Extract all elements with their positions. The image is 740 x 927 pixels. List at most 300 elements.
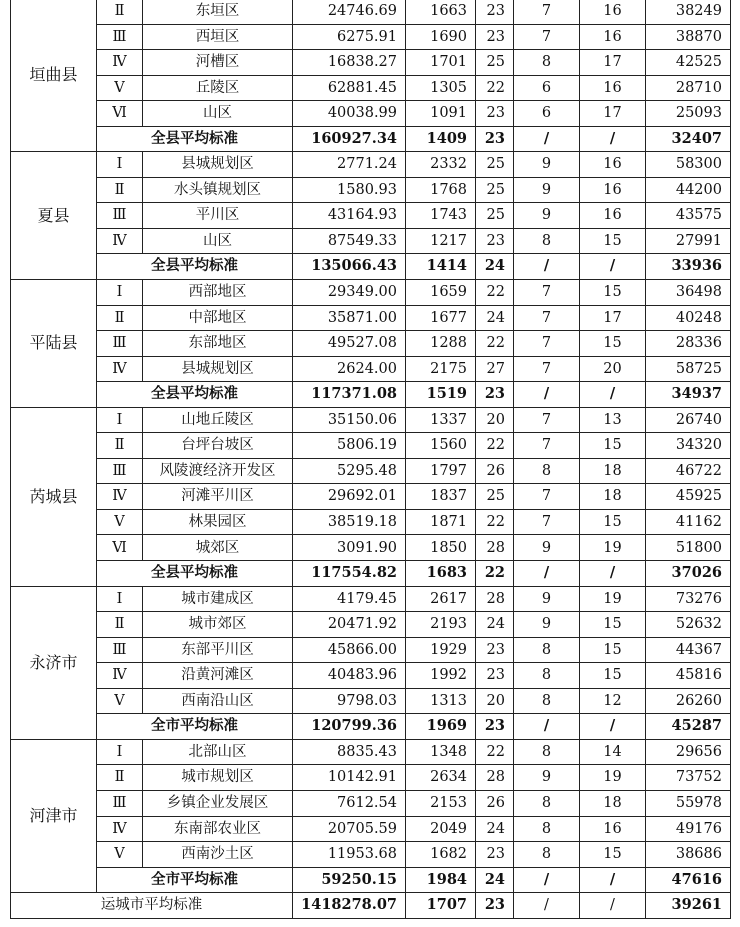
county-name-cell: 夏县 xyxy=(11,152,97,280)
standard-cell: 49176 xyxy=(646,816,731,842)
standard-cell: 26740 xyxy=(646,407,731,433)
area-cell: 35150.06 xyxy=(293,407,406,433)
multiplier-cell: 28 xyxy=(476,586,514,612)
compensation-multiple-cell: / xyxy=(514,893,580,919)
output-value-cell: 1305 xyxy=(406,75,476,101)
zone-name-cell: 中部地区 xyxy=(143,305,293,331)
output-value-cell: 1837 xyxy=(406,484,476,510)
multiplier-cell: 24 xyxy=(476,305,514,331)
table-row xyxy=(11,509,731,535)
grade-cell: Ⅲ xyxy=(97,637,143,663)
zone-name-cell: 河槽区 xyxy=(143,50,293,76)
standard-cell: 73752 xyxy=(646,765,731,791)
output-value-cell: 1707 xyxy=(406,893,476,919)
area-cell: 2624.00 xyxy=(293,356,406,382)
average-row xyxy=(11,382,731,408)
output-value-cell: 1871 xyxy=(406,509,476,535)
table-row xyxy=(11,75,731,101)
standard-cell: 38249 xyxy=(646,0,731,24)
standard-cell: 39261 xyxy=(646,893,731,919)
table-row xyxy=(11,280,731,306)
subsidy-multiple-cell: 16 xyxy=(580,0,646,24)
compensation-multiple-cell: 8 xyxy=(514,637,580,663)
output-value-cell: 1677 xyxy=(406,305,476,331)
grade-cell: Ⅰ xyxy=(97,152,143,178)
area-cell: 5806.19 xyxy=(293,433,406,459)
multiplier-cell: 23 xyxy=(476,126,514,152)
subsidy-multiple-cell: 16 xyxy=(580,152,646,178)
compensation-multiple-cell: 9 xyxy=(514,612,580,638)
table-row xyxy=(11,637,731,663)
area-cell: 29349.00 xyxy=(293,280,406,306)
grade-cell: Ⅲ xyxy=(97,331,143,357)
grade-cell: Ⅱ xyxy=(97,765,143,791)
zone-name-cell: 城郊区 xyxy=(143,535,293,561)
standard-cell: 46722 xyxy=(646,458,731,484)
table-row xyxy=(11,356,731,382)
standard-cell: 44200 xyxy=(646,177,731,203)
compensation-multiple-cell: 7 xyxy=(514,407,580,433)
multiplier-cell: 24 xyxy=(476,867,514,893)
standard-cell: 58725 xyxy=(646,356,731,382)
subsidy-multiple-cell: 12 xyxy=(580,688,646,714)
zone-name-cell: 河滩平川区 xyxy=(143,484,293,510)
grand-total-row xyxy=(11,893,731,919)
multiplier-cell: 26 xyxy=(476,458,514,484)
multiplier-cell: 22 xyxy=(476,331,514,357)
subsidy-multiple-cell: 16 xyxy=(580,24,646,50)
grand-total-label-cell: 运城市平均标准 xyxy=(11,893,293,919)
average-row xyxy=(11,126,731,152)
standard-cell: 38870 xyxy=(646,24,731,50)
multiplier-cell: 23 xyxy=(476,893,514,919)
standard-cell: 45925 xyxy=(646,484,731,510)
multiplier-cell: 28 xyxy=(476,535,514,561)
output-value-cell: 1768 xyxy=(406,177,476,203)
grade-cell: Ⅳ xyxy=(97,484,143,510)
subsidy-multiple-cell: 17 xyxy=(580,50,646,76)
zone-name-cell: 城市郊区 xyxy=(143,612,293,638)
standard-cell: 29656 xyxy=(646,739,731,765)
output-value-cell: 1091 xyxy=(406,101,476,127)
output-value-cell: 1659 xyxy=(406,280,476,306)
grade-cell: Ⅴ xyxy=(97,688,143,714)
zone-name-cell: 西南沿山区 xyxy=(143,688,293,714)
multiplier-cell: 23 xyxy=(476,101,514,127)
area-cell: 1580.93 xyxy=(293,177,406,203)
zone-name-cell: 风陵渡经济开发区 xyxy=(143,458,293,484)
compensation-multiple-cell: 7 xyxy=(514,24,580,50)
average-label-cell: 全县平均标准 xyxy=(97,561,293,587)
zone-name-cell: 城市规划区 xyxy=(143,765,293,791)
average-row xyxy=(11,714,731,740)
grade-cell: Ⅰ xyxy=(97,739,143,765)
area-cell: 9798.03 xyxy=(293,688,406,714)
subsidy-multiple-cell: 20 xyxy=(580,356,646,382)
grade-cell: Ⅱ xyxy=(97,305,143,331)
table-row xyxy=(11,152,731,178)
multiplier-cell: 27 xyxy=(476,356,514,382)
compensation-multiple-cell: 8 xyxy=(514,790,580,816)
zone-name-cell: 林果园区 xyxy=(143,509,293,535)
subsidy-multiple-cell: 15 xyxy=(580,280,646,306)
subsidy-multiple-cell: 18 xyxy=(580,484,646,510)
zone-name-cell: 东部平川区 xyxy=(143,637,293,663)
table-row xyxy=(11,535,731,561)
multiplier-cell: 24 xyxy=(476,612,514,638)
table-row xyxy=(11,24,731,50)
multiplier-cell: 26 xyxy=(476,790,514,816)
multiplier-cell: 23 xyxy=(476,637,514,663)
output-value-cell: 1313 xyxy=(406,688,476,714)
compensation-multiple-cell: 7 xyxy=(514,509,580,535)
zone-name-cell: 西部地区 xyxy=(143,280,293,306)
compensation-multiple-cell: / xyxy=(514,714,580,740)
standard-cell: 45287 xyxy=(646,714,731,740)
zone-name-cell: 水头镇规划区 xyxy=(143,177,293,203)
table-body xyxy=(11,0,731,918)
output-value-cell: 2332 xyxy=(406,152,476,178)
compensation-multiple-cell: / xyxy=(514,561,580,587)
compensation-multiple-cell: 8 xyxy=(514,816,580,842)
table-row xyxy=(11,612,731,638)
compensation-multiple-cell: 9 xyxy=(514,203,580,229)
subsidy-multiple-cell: 14 xyxy=(580,739,646,765)
multiplier-cell: 25 xyxy=(476,50,514,76)
output-value-cell: 1969 xyxy=(406,714,476,740)
grade-cell: Ⅵ xyxy=(97,101,143,127)
subsidy-multiple-cell: 16 xyxy=(580,816,646,842)
output-value-cell: 1663 xyxy=(406,0,476,24)
compensation-multiple-cell: 9 xyxy=(514,586,580,612)
zone-name-cell: 山区 xyxy=(143,228,293,254)
subsidy-multiple-cell: 16 xyxy=(580,177,646,203)
zone-name-cell: 台坪台坡区 xyxy=(143,433,293,459)
standard-cell: 32407 xyxy=(646,126,731,152)
subsidy-multiple-cell: 15 xyxy=(580,331,646,357)
compensation-multiple-cell: 7 xyxy=(514,433,580,459)
area-cell: 29692.01 xyxy=(293,484,406,510)
area-cell: 43164.93 xyxy=(293,203,406,229)
compensation-multiple-cell: 7 xyxy=(514,331,580,357)
standard-cell: 25093 xyxy=(646,101,731,127)
table-row xyxy=(11,228,731,254)
grade-cell: Ⅱ xyxy=(97,433,143,459)
area-cell: 45866.00 xyxy=(293,637,406,663)
area-cell: 11953.68 xyxy=(293,842,406,868)
zone-name-cell: 沿黄河滩区 xyxy=(143,663,293,689)
output-value-cell: 1409 xyxy=(406,126,476,152)
average-row xyxy=(11,867,731,893)
table-row xyxy=(11,458,731,484)
table-row xyxy=(11,50,731,76)
grade-cell: Ⅳ xyxy=(97,816,143,842)
output-value-cell: 2153 xyxy=(406,790,476,816)
standard-cell: 28336 xyxy=(646,331,731,357)
output-value-cell: 1560 xyxy=(406,433,476,459)
subsidy-multiple-cell: / xyxy=(580,867,646,893)
output-value-cell: 1414 xyxy=(406,254,476,280)
compensation-multiple-cell: 8 xyxy=(514,228,580,254)
standard-cell: 34937 xyxy=(646,382,731,408)
compensation-multiple-cell: 7 xyxy=(514,280,580,306)
multiplier-cell: 25 xyxy=(476,177,514,203)
table-row xyxy=(11,177,731,203)
zone-name-cell: 县城规划区 xyxy=(143,152,293,178)
output-value-cell: 1288 xyxy=(406,331,476,357)
standard-cell: 45816 xyxy=(646,663,731,689)
grade-cell: Ⅲ xyxy=(97,790,143,816)
compensation-multiple-cell: 9 xyxy=(514,765,580,791)
grade-cell: Ⅴ xyxy=(97,509,143,535)
multiplier-cell: 23 xyxy=(476,0,514,24)
grade-cell: Ⅱ xyxy=(97,612,143,638)
average-label-cell: 全县平均标准 xyxy=(97,382,293,408)
area-cell: 160927.34 xyxy=(293,126,406,152)
average-label-cell: 全县平均标准 xyxy=(97,254,293,280)
zone-name-cell: 城市建成区 xyxy=(143,586,293,612)
output-value-cell: 2617 xyxy=(406,586,476,612)
multiplier-cell: 20 xyxy=(476,407,514,433)
county-name-cell: 永济市 xyxy=(11,586,97,739)
table-row xyxy=(11,816,731,842)
output-value-cell: 1348 xyxy=(406,739,476,765)
compensation-multiple-cell: 6 xyxy=(514,75,580,101)
multiplier-cell: 23 xyxy=(476,663,514,689)
output-value-cell: 1690 xyxy=(406,24,476,50)
multiplier-cell: 22 xyxy=(476,739,514,765)
multiplier-cell: 22 xyxy=(476,561,514,587)
standard-cell: 44367 xyxy=(646,637,731,663)
compensation-multiple-cell: 8 xyxy=(514,739,580,765)
area-cell: 35871.00 xyxy=(293,305,406,331)
standard-cell: 38686 xyxy=(646,842,731,868)
area-cell: 40483.96 xyxy=(293,663,406,689)
subsidy-multiple-cell: 16 xyxy=(580,75,646,101)
compensation-multiple-cell: 7 xyxy=(514,0,580,24)
subsidy-multiple-cell: 15 xyxy=(580,637,646,663)
subsidy-multiple-cell: 15 xyxy=(580,433,646,459)
standard-cell: 41162 xyxy=(646,509,731,535)
average-label-cell: 全县平均标准 xyxy=(97,126,293,152)
standard-cell: 52632 xyxy=(646,612,731,638)
compensation-multiple-cell: 7 xyxy=(514,356,580,382)
multiplier-cell: 23 xyxy=(476,228,514,254)
subsidy-multiple-cell: 19 xyxy=(580,586,646,612)
county-name-cell: 河津市 xyxy=(11,739,97,892)
multiplier-cell: 22 xyxy=(476,280,514,306)
subsidy-multiple-cell: / xyxy=(580,254,646,280)
land-compensation-table xyxy=(10,0,731,919)
subsidy-multiple-cell: 17 xyxy=(580,101,646,127)
standard-cell: 34320 xyxy=(646,433,731,459)
county-name-cell: 芮城县 xyxy=(11,407,97,586)
table-row xyxy=(11,433,731,459)
table-row xyxy=(11,101,731,127)
table-row xyxy=(11,790,731,816)
area-cell: 6275.91 xyxy=(293,24,406,50)
zone-name-cell: 县城规划区 xyxy=(143,356,293,382)
output-value-cell: 1519 xyxy=(406,382,476,408)
grade-cell: Ⅰ xyxy=(97,586,143,612)
table-row xyxy=(11,688,731,714)
compensation-multiple-cell: 8 xyxy=(514,842,580,868)
multiplier-cell: 23 xyxy=(476,382,514,408)
output-value-cell: 1337 xyxy=(406,407,476,433)
table-row xyxy=(11,407,731,433)
compensation-multiple-cell: 8 xyxy=(514,458,580,484)
output-value-cell: 1682 xyxy=(406,842,476,868)
multiplier-cell: 22 xyxy=(476,75,514,101)
standard-cell: 55978 xyxy=(646,790,731,816)
table-row xyxy=(11,484,731,510)
subsidy-multiple-cell: 19 xyxy=(580,765,646,791)
compensation-multiple-cell: 8 xyxy=(514,50,580,76)
compensation-multiple-cell: / xyxy=(514,126,580,152)
grade-cell: Ⅴ xyxy=(97,842,143,868)
area-cell: 1418278.07 xyxy=(293,893,406,919)
average-row xyxy=(11,254,731,280)
subsidy-multiple-cell: / xyxy=(580,382,646,408)
standard-cell: 47616 xyxy=(646,867,731,893)
subsidy-multiple-cell: 17 xyxy=(580,305,646,331)
area-cell: 16838.27 xyxy=(293,50,406,76)
output-value-cell: 1217 xyxy=(406,228,476,254)
table-row xyxy=(11,305,731,331)
zone-name-cell: 北部山区 xyxy=(143,739,293,765)
table-row xyxy=(11,331,731,357)
grade-cell: Ⅰ xyxy=(97,280,143,306)
subsidy-multiple-cell: 19 xyxy=(580,535,646,561)
output-value-cell: 1701 xyxy=(406,50,476,76)
area-cell: 7612.54 xyxy=(293,790,406,816)
multiplier-cell: 25 xyxy=(476,484,514,510)
area-cell: 10142.91 xyxy=(293,765,406,791)
compensation-multiple-cell: / xyxy=(514,867,580,893)
average-label-cell: 全市平均标准 xyxy=(97,867,293,893)
output-value-cell: 1984 xyxy=(406,867,476,893)
grade-cell: Ⅳ xyxy=(97,228,143,254)
average-row xyxy=(11,561,731,587)
area-cell: 49527.08 xyxy=(293,331,406,357)
compensation-multiple-cell: 7 xyxy=(514,484,580,510)
area-cell: 5295.48 xyxy=(293,458,406,484)
table-row xyxy=(11,663,731,689)
standard-cell: 43575 xyxy=(646,203,731,229)
subsidy-multiple-cell: 15 xyxy=(580,612,646,638)
standard-cell: 40248 xyxy=(646,305,731,331)
area-cell: 2771.24 xyxy=(293,152,406,178)
multiplier-cell: 22 xyxy=(476,433,514,459)
area-cell: 20705.59 xyxy=(293,816,406,842)
multiplier-cell: 23 xyxy=(476,842,514,868)
compensation-multiple-cell: 7 xyxy=(514,305,580,331)
subsidy-multiple-cell: 15 xyxy=(580,842,646,868)
output-value-cell: 1743 xyxy=(406,203,476,229)
area-cell: 87549.33 xyxy=(293,228,406,254)
table-row xyxy=(11,0,731,24)
subsidy-multiple-cell: 18 xyxy=(580,790,646,816)
grade-cell: Ⅵ xyxy=(97,535,143,561)
zone-name-cell: 山地丘陵区 xyxy=(143,407,293,433)
grade-cell: Ⅱ xyxy=(97,0,143,24)
subsidy-multiple-cell: 18 xyxy=(580,458,646,484)
table-row xyxy=(11,842,731,868)
subsidy-multiple-cell: 15 xyxy=(580,663,646,689)
grade-cell: Ⅰ xyxy=(97,407,143,433)
zone-name-cell: 山区 xyxy=(143,101,293,127)
area-cell: 40038.99 xyxy=(293,101,406,127)
table-row xyxy=(11,739,731,765)
table-row xyxy=(11,586,731,612)
area-cell: 20471.92 xyxy=(293,612,406,638)
area-cell: 3091.90 xyxy=(293,535,406,561)
multiplier-cell: 20 xyxy=(476,688,514,714)
area-cell: 62881.45 xyxy=(293,75,406,101)
subsidy-multiple-cell: / xyxy=(580,714,646,740)
grade-cell: Ⅱ xyxy=(97,177,143,203)
subsidy-multiple-cell: 13 xyxy=(580,407,646,433)
compensation-multiple-cell: 8 xyxy=(514,688,580,714)
zone-name-cell: 东垣区 xyxy=(143,0,293,24)
grade-cell: Ⅳ xyxy=(97,663,143,689)
area-cell: 59250.15 xyxy=(293,867,406,893)
subsidy-multiple-cell: 16 xyxy=(580,203,646,229)
compensation-multiple-cell: 9 xyxy=(514,152,580,178)
standard-cell: 58300 xyxy=(646,152,731,178)
subsidy-multiple-cell: / xyxy=(580,893,646,919)
compensation-multiple-cell: 9 xyxy=(514,177,580,203)
multiplier-cell: 25 xyxy=(476,203,514,229)
standard-cell: 51800 xyxy=(646,535,731,561)
grade-cell: Ⅳ xyxy=(97,50,143,76)
subsidy-multiple-cell: / xyxy=(580,126,646,152)
county-name-cell: 平陆县 xyxy=(11,280,97,408)
multiplier-cell: 22 xyxy=(476,509,514,535)
output-value-cell: 2193 xyxy=(406,612,476,638)
area-cell: 117371.08 xyxy=(293,382,406,408)
subsidy-multiple-cell: / xyxy=(580,561,646,587)
grade-cell: Ⅴ xyxy=(97,75,143,101)
output-value-cell: 1992 xyxy=(406,663,476,689)
output-value-cell: 1929 xyxy=(406,637,476,663)
area-cell: 24746.69 xyxy=(293,0,406,24)
area-cell: 4179.45 xyxy=(293,586,406,612)
zone-name-cell: 东南部农业区 xyxy=(143,816,293,842)
subsidy-multiple-cell: 15 xyxy=(580,228,646,254)
county-name-cell: 垣曲县 xyxy=(11,0,97,152)
area-cell: 38519.18 xyxy=(293,509,406,535)
compensation-multiple-cell: / xyxy=(514,254,580,280)
standard-cell: 37026 xyxy=(646,561,731,587)
multiplier-cell: 24 xyxy=(476,816,514,842)
standard-cell: 42525 xyxy=(646,50,731,76)
compensation-multiple-cell: 9 xyxy=(514,535,580,561)
zone-name-cell: 东部地区 xyxy=(143,331,293,357)
zone-name-cell: 乡镇企业发展区 xyxy=(143,790,293,816)
standard-cell: 26260 xyxy=(646,688,731,714)
compensation-multiple-cell: / xyxy=(514,382,580,408)
multiplier-cell: 24 xyxy=(476,254,514,280)
multiplier-cell: 23 xyxy=(476,24,514,50)
output-value-cell: 2049 xyxy=(406,816,476,842)
output-value-cell: 2175 xyxy=(406,356,476,382)
average-label-cell: 全市平均标准 xyxy=(97,714,293,740)
zone-name-cell: 西南沙土区 xyxy=(143,842,293,868)
table-row xyxy=(11,765,731,791)
zone-name-cell: 丘陵区 xyxy=(143,75,293,101)
area-cell: 8835.43 xyxy=(293,739,406,765)
